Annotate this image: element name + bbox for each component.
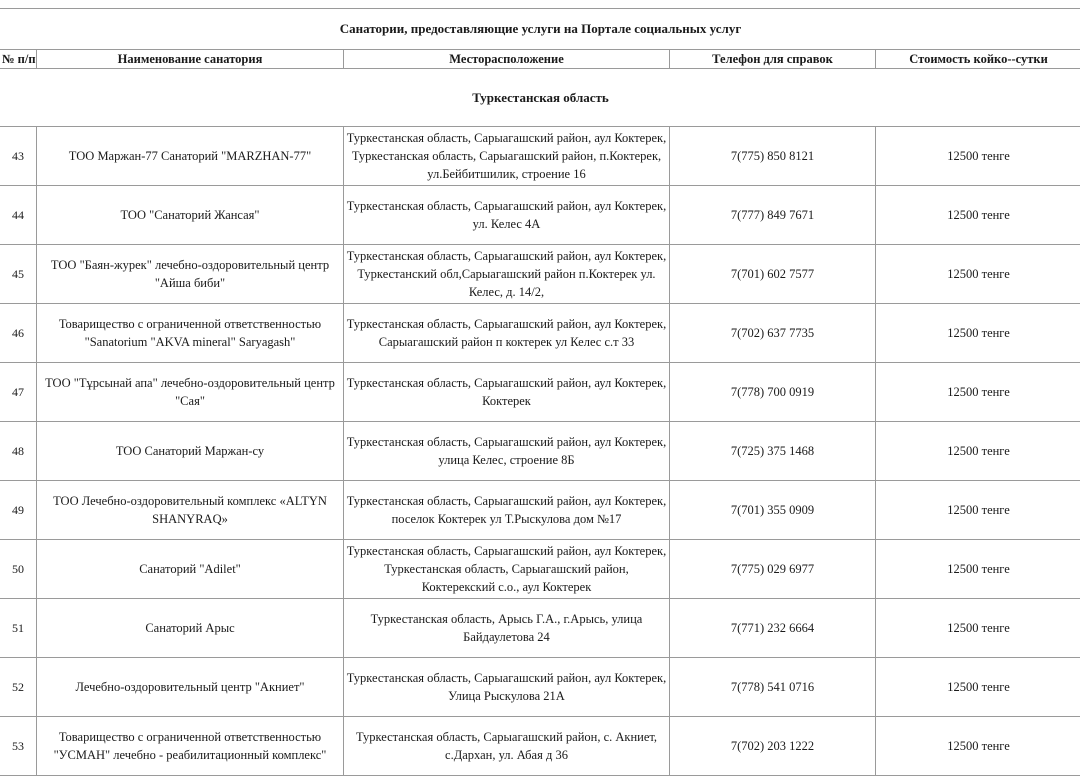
cell-cost: 12500 тенге [876, 481, 1080, 540]
table-row [0, 186, 1080, 245]
cell-name: ТОО Лечебно-оздоровительный комплекс «ALTYN SHANYRAQ» [37, 481, 344, 540]
cell-num: 48 [0, 422, 37, 481]
cell-phone: 7(701) 602 7577 [670, 245, 876, 304]
cell-num: 49 [0, 481, 37, 540]
cell-num: 45 [0, 245, 37, 304]
cell-location: Туркестанская область, Сарыагашский район, аул Коктерек, Туркестанская область, Сарыагашский район, Коктерекский с.о., аул Коктерек [344, 540, 670, 599]
cell-location: Туркестанская область, Арысь Г.А., г.Арысь, улица Байдаулетова 24 [344, 599, 670, 658]
sanatorium-table [0, 8, 1080, 776]
header-cost: Стоимость койко--сутки [876, 50, 1080, 69]
cell-cost: 12500 тенге [876, 186, 1080, 245]
cell-num: 46 [0, 304, 37, 363]
cell-phone: 7(702) 203 1222 [670, 717, 876, 776]
cell-phone: 7(777) 849 7671 [670, 186, 876, 245]
table-row [0, 658, 1080, 717]
cell-cost: 12500 тенге [876, 658, 1080, 717]
table-row [0, 717, 1080, 776]
cell-name: ТОО Маржан-77 Санаторий "MARZHAN-77" [37, 127, 344, 186]
cell-cost: 12500 тенге [876, 127, 1080, 186]
cell-phone: 7(701) 355 0909 [670, 481, 876, 540]
cell-location: Туркестанская область, Сарыагашский район, с. Акниет, с.Дархан, ул. Абая д 36 [344, 717, 670, 776]
table-row [0, 599, 1080, 658]
cell-phone: 7(771) 232 6664 [670, 599, 876, 658]
cell-name: Товарищество с ограниченной ответственностью "УСМАН" лечебно - реабилитационный комплекс" [37, 717, 344, 776]
cell-cost: 12500 тенге [876, 363, 1080, 422]
cell-cost: 12500 тенге [876, 304, 1080, 363]
table-row [0, 422, 1080, 481]
cell-name: ТОО "Санаторий Жансая" [37, 186, 344, 245]
cell-location: Туркестанская область, Сарыагашский район, аул Коктерек, Туркестанская область, Сарыагашский район, п.Коктерек, ул.Бейбитшилик, строение 16 [344, 127, 670, 186]
cell-name: Товарищество с ограниченной ответственностью "Sanatorium "AKVA mineral" Saryagash" [37, 304, 344, 363]
table-title: Санатории, предоставляющие услуги на Портале социальных услуг [0, 9, 1080, 50]
cell-name: ТОО "Тұрсынай апа" лечебно-оздоровительный центр "Сая" [37, 363, 344, 422]
cell-phone: 7(778) 541 0716 [670, 658, 876, 717]
cell-name: ТОО Санаторий Маржан-су [37, 422, 344, 481]
title-row [0, 9, 1080, 50]
cell-phone: 7(725) 375 1468 [670, 422, 876, 481]
table-row [0, 481, 1080, 540]
cell-num: 52 [0, 658, 37, 717]
cell-name: Лечебно-оздоровительный центр "Акниет" [37, 658, 344, 717]
cell-phone: 7(778) 700 0919 [670, 363, 876, 422]
cell-location: Туркестанская область, Сарыагашский район, аул Коктерек, Коктерек [344, 363, 670, 422]
cell-phone: 7(775) 029 6977 [670, 540, 876, 599]
cell-name: Санаторий "Adilet" [37, 540, 344, 599]
table-row [0, 245, 1080, 304]
cell-name: Санаторий Арыс [37, 599, 344, 658]
cell-num: 43 [0, 127, 37, 186]
header-name: Наименование санатория [37, 50, 344, 69]
cell-num: 53 [0, 717, 37, 776]
region-row [0, 69, 1080, 127]
region-heading: Туркестанская область [0, 69, 1080, 127]
header-location: Месторасположение [344, 50, 670, 69]
cell-name: ТОО "Баян-журек" лечебно-оздоровительный центр "Айша биби" [37, 245, 344, 304]
table-row [0, 363, 1080, 422]
cell-num: 47 [0, 363, 37, 422]
cell-num: 51 [0, 599, 37, 658]
cell-cost: 12500 тенге [876, 717, 1080, 776]
cell-cost: 12500 тенге [876, 422, 1080, 481]
table-row [0, 540, 1080, 599]
cell-phone: 7(775) 850 8121 [670, 127, 876, 186]
cell-location: Туркестанская область, Сарыагашский район, аул Коктерек, Туркестанский обл,Сарыагашский район п.Коктерек ул. Келес, д. 14/2, [344, 245, 670, 304]
header-num: № п/п [0, 50, 37, 69]
cell-phone: 7(702) 637 7735 [670, 304, 876, 363]
cell-num: 44 [0, 186, 37, 245]
cell-cost: 12500 тенге [876, 599, 1080, 658]
cell-num: 50 [0, 540, 37, 599]
cell-location: Туркестанская область, Сарыагашский район, аул Коктерек, Сарыагашский район п коктерек ул Келес с.т 33 [344, 304, 670, 363]
table-row [0, 304, 1080, 363]
cell-cost: 12500 тенге [876, 540, 1080, 599]
header-row [0, 50, 1080, 69]
table-row [0, 127, 1080, 186]
cell-location: Туркестанская область, Сарыагашский район, аул Коктерек, улица Келес, строение 8Б [344, 422, 670, 481]
cell-location: Туркестанская область, Сарыагашский район, аул Коктерек, поселок Коктерек ул Т.Рыскулова дом №17 [344, 481, 670, 540]
cell-location: Туркестанская область, Сарыагашский район, аул Коктерек, Улица Рыскулова 21А [344, 658, 670, 717]
cell-cost: 12500 тенге [876, 245, 1080, 304]
header-phone: Телефон для справок [670, 50, 876, 69]
cell-location: Туркестанская область, Сарыагашский район, аул Коктерек, ул. Келес 4А [344, 186, 670, 245]
